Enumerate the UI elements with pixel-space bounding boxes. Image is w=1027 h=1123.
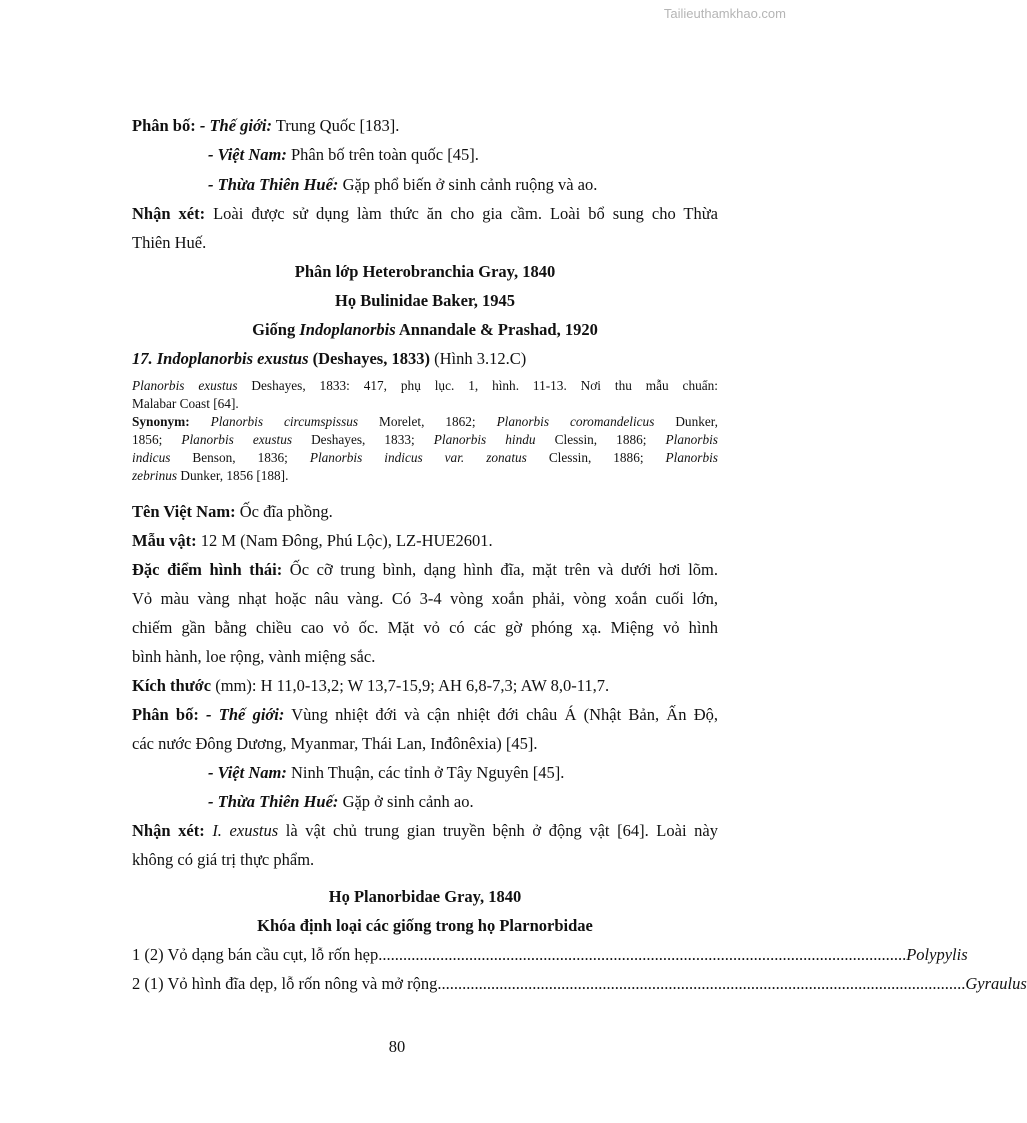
genus-heading: Giống Indoplanorbis Annandale & Prashad, 1920 [252,320,598,339]
size-line: Kích thước (mm): H 11,0-13,2; W 13,7-15,9; AH 6,8-7,3; AW 8,0-11,7. [132,676,610,695]
world-text: Trung Quốc [183]. [271,116,400,135]
subclass-heading: Phân lớp Heterobranchia Gray, 1840 [294,262,556,281]
distribution-vietnam-line [208,145,479,165]
synonym-line-3: Synonym: Planorbis circumspissus Morelet, 1862; Planorbis coromandelicus Dunker, [132,414,718,429]
vietnam-label: - Việt Nam: [208,145,287,164]
distribution-world-line [132,116,399,136]
synonym-line-1: Planorbis exustus Deshayes, 1833: 417, phụ lục. 1, hình. 11-13. Nơi thu mẫu chuẩn: [132,378,718,393]
tth-text: Gặp phổ biến ở sinh cảnh ruộng và ao. [338,175,598,194]
key-title: Khóa định loại các giống trong họ Plarnorbidae [257,916,593,935]
distribution2-tth: - Thừa Thiên Huế: Gặp ở sinh cảnh ao. [208,792,474,811]
remark-line-2: Thiên Huế. [132,233,207,252]
watermark: Tailieuthamkhao.com [663,6,786,21]
page-number: 80 [388,1037,406,1056]
distribution-label: Phân bố: [132,116,196,135]
species-title: 17. Indoplanorbis exustus (Deshayes, 1833) (Hình 3.12.C) [132,349,527,368]
synonym-line-2: Malabar Coast [64]. [132,396,239,411]
remark-line-1 [132,204,718,224]
specimen-line: Mẫu vật: 12 M (Nam Đông, Phú Lộc), LZ-HUE2601. [132,531,493,550]
remark-text: Loài được sử dụng làm thức ăn cho gia cầm. Loài bổ sung cho Thừa [205,204,718,223]
remark2-line-1: Nhận xét: I. exustus là vật chủ trung gian truyền bệnh ở động vật [64]. Loài này [132,821,718,840]
morphology-line-2: Vỏ màu vàng nhạt hoặc nâu vàng. Có 3-4 vòng xoắn phải, vòng xoắn cuối lớn, [132,589,718,608]
distribution2-line-1: Phân bố: - Thế giới: Vùng nhiệt đới và cận nhiệt đới châu Á (Nhật Bản, Ấn Độ, [132,705,718,724]
morphology-line-3: chiếm gần bằng chiều cao vỏ ốc. Mặt vỏ có các gờ phóng xạ. Miệng vỏ hình [132,618,718,637]
key-entry-1: 1 (2) Vỏ dạng bán cầu cụt, lỗ rốn hẹp ................................................................................................................................ Polypylis [132,945,968,964]
distribution2-vietnam: - Việt Nam: Ninh Thuận, các tỉnh ở Tây Nguyên [45]. [208,763,565,782]
vietnamese-name-line: Tên Việt Nam: Ốc đĩa phồng. [132,502,333,521]
vietnam-text: Phân bố trên toàn quốc [45]. [286,145,479,164]
synonym-line-5: indicus Benson, 1836; Planorbis indicus var. zonatus Clessin, 1886; Planorbis [132,450,718,465]
planorbidae-heading: Họ Planorbidae Gray, 1840 [328,887,522,906]
tth-label: - Thừa Thiên Huế: [208,175,339,194]
morphology-line-4: bình hành, loe rộng, vành miệng sắc. [132,647,376,666]
remark2-line-2: không có giá trị thực phẩm. [132,850,315,869]
synonym-line-6: zebrinus Dunker, 1856 [188]. [132,468,289,483]
world-label: - Thế giới: [199,116,272,135]
family-heading: Họ Bulinidae Baker, 1945 [334,291,515,310]
key-entry-2: 2 (1) Vỏ hình đĩa dẹp, lỗ rốn nông và mở rộng ................................................................................................................................ Gyraulus [132,974,1027,993]
distribution-tth-line [208,175,597,195]
synonym-line-4: 1856; Planorbis exustus Deshayes, 1833; Planorbis hindu Clessin, 1886; Planorbis [132,432,718,447]
morphology-line-1: Đặc điểm hình thái: Ốc cỡ trung bình, dạng hình đĩa, mặt trên và dưới hơi lõm. [132,560,719,579]
distribution2-line-2: các nước Đông Dương, Myanmar, Thái Lan, Inđônêxia) [45]. [132,734,538,753]
remark-label: Nhận xét: [132,204,206,223]
